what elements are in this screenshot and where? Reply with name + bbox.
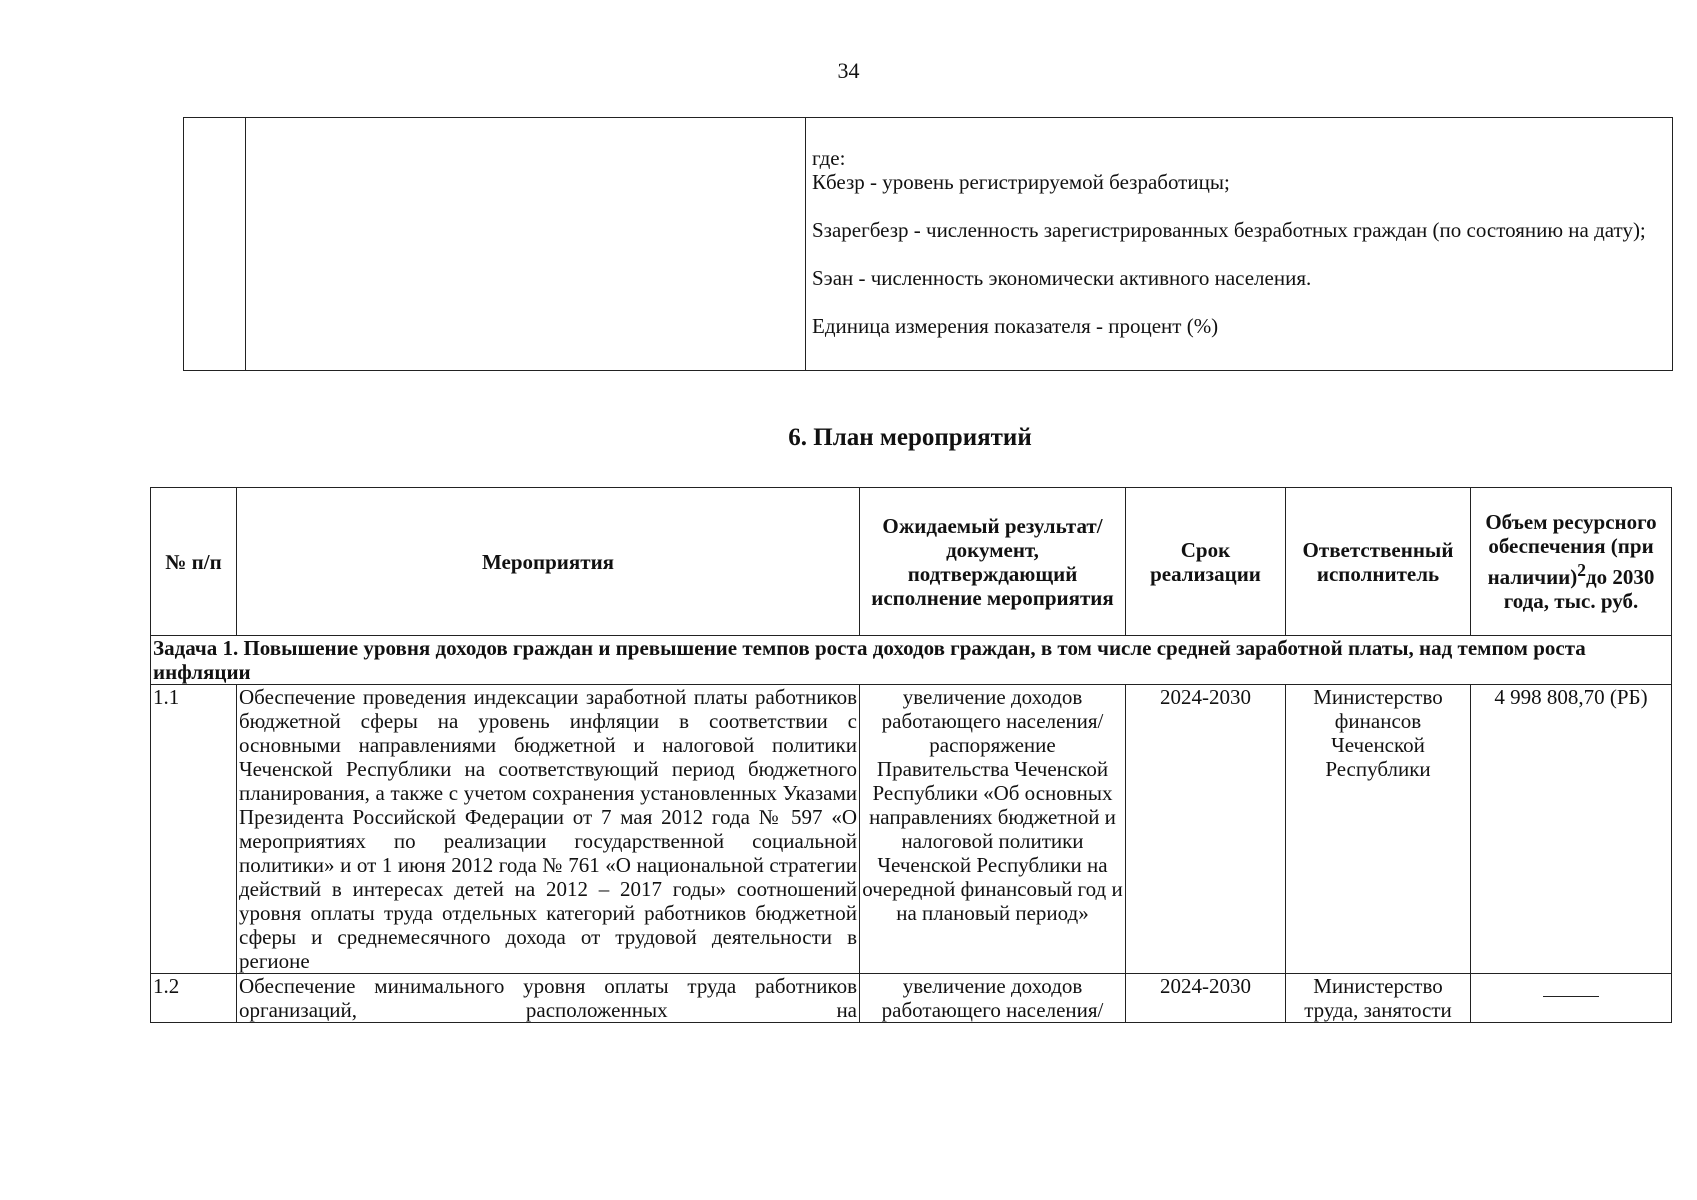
header-volume-text-end: до 2030 года, тыс. руб.	[1503, 565, 1655, 613]
row-result: увеличение доходов работающего населения/ распоряжение Правительства Чеченской Республики «Об основных направлениях бюджетной и налоговой политики Чеченской Республики на очередной финансовый год и на плановый период»	[860, 685, 1126, 974]
footnote-marker: 2	[1577, 560, 1587, 580]
header-event: Мероприятия	[237, 488, 860, 636]
row-num: 1.1	[151, 685, 237, 974]
header-period: Срок реализации	[1126, 488, 1286, 636]
row-volume-empty	[1471, 974, 1672, 1023]
row-executor: Министерство труда, занятости	[1286, 974, 1471, 1023]
header-num: № п/п	[151, 488, 237, 636]
row-period: 2024-2030	[1126, 974, 1286, 1023]
table-row	[151, 974, 1672, 1023]
task-heading: Задача 1. Повышение уровня доходов граждан и превышение темпов роста доходов граждан, в том числе средней заработной платы, над темпом роста инфляции	[151, 636, 1672, 685]
empty-cell-num	[184, 118, 246, 371]
row-result: увеличение доходов работающего населения/	[860, 974, 1126, 1023]
row-num: 1.2	[151, 974, 237, 1023]
section-title: 6. План мероприятий	[788, 424, 1032, 451]
sean-definition: Sэан - численность экономически активного населения.	[812, 266, 1312, 290]
action-plan-table	[150, 487, 1672, 1023]
header-volume-text: Объем ресурсного обеспечения (при наличии)	[1485, 510, 1657, 589]
empty-cell-name	[246, 118, 806, 371]
header-row	[151, 488, 1672, 636]
header-executor: Ответственный исполнитель	[1286, 488, 1471, 636]
page-number: 34	[837, 58, 860, 83]
szaregbezr-definition: Sзарегбезр - численность зарегистрированных безработных граждан (по состоянию на дату);	[812, 218, 1646, 242]
kbezr-definition: Кбезр - уровень регистрируемой безработицы;	[812, 170, 1230, 194]
formula-explanation-cell	[806, 118, 1673, 371]
header-result: Ожидаемый результат/ документ, подтверждающий исполнение мероприятия	[860, 488, 1126, 636]
task-row	[151, 636, 1672, 685]
header-volume	[1471, 488, 1672, 636]
dash-mark	[1543, 996, 1599, 997]
measurement-unit: Единица измерения показателя - процент (%)	[812, 314, 1219, 338]
indicator-definition-table	[183, 117, 1673, 371]
where-label: где:	[812, 146, 846, 170]
row-event: Обеспечение проведения индексации заработной платы работников бюджетной сферы на уровень инфляции в соответствии с основными направлениями бюджетной и налоговой политики Чеченской Республики на соответствующий период бюджетного планирования, а также с учетом сохранения установленных Указами Президента Российской Федерации от 7 мая 2012 года № 597 «О мероприятиях по реализации государственной социальной политики» и от 1 июня 2012 года № 761 «О национальной стратегии действий в интересах детей на 2012 – 2017 годы» соотношений уровня оплаты труда отдельных категорий работников бюджетной сферы и среднемесячного дохода от трудовой деятельности в регионе	[237, 685, 860, 974]
table-row	[151, 685, 1672, 974]
row-period: 2024-2030	[1126, 685, 1286, 974]
row-event: Обеспечение минимального уровня оплаты труда работников организаций, расположенных на	[237, 974, 860, 1023]
row-executor: Министерство финансов Чеченской Республики	[1286, 685, 1471, 974]
row-volume: 4 998 808,70 (РБ)	[1471, 685, 1672, 974]
